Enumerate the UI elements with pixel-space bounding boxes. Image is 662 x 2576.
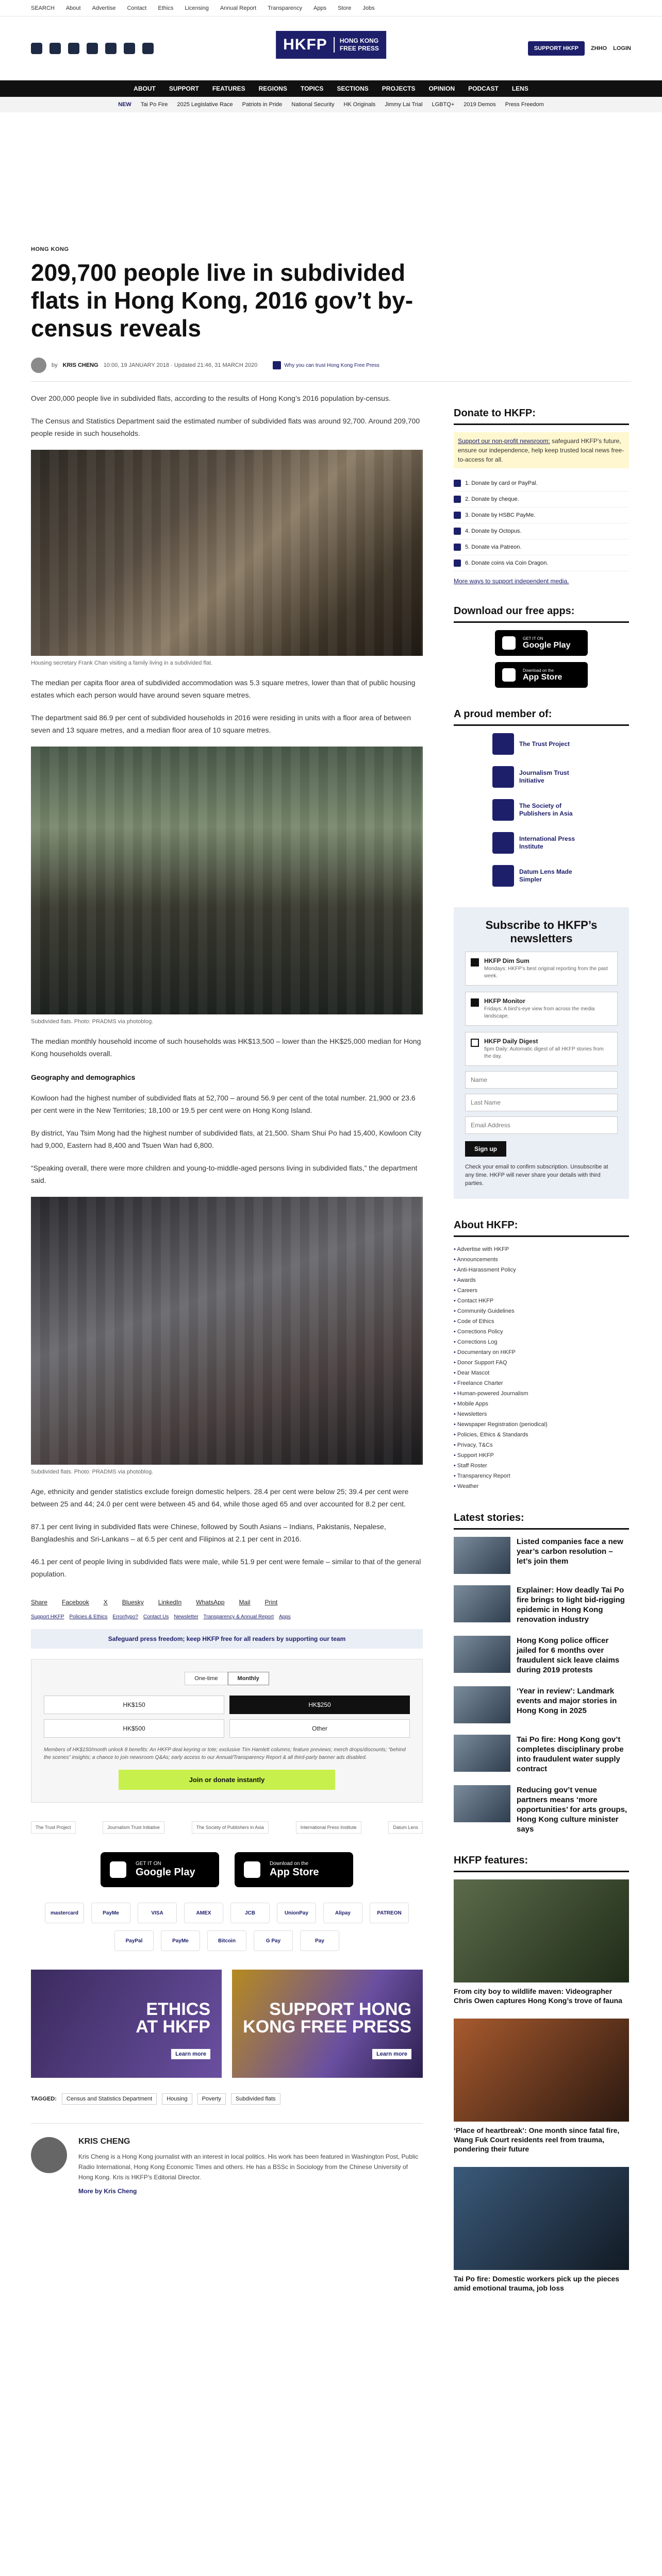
- about-link[interactable]: • Careers: [454, 1285, 629, 1296]
- about-link[interactable]: • Freelance Charter: [454, 1378, 629, 1388]
- x-icon[interactable]: [49, 43, 61, 54]
- article-photo[interactable]: [31, 450, 423, 656]
- checkbox-checked[interactable]: [471, 958, 479, 967]
- feature-item[interactable]: [454, 2167, 629, 2293]
- article-footer-links: [31, 1614, 423, 1620]
- paypal-icon: PayPal: [114, 1930, 154, 1951]
- google-play-icon: [502, 636, 516, 650]
- donate-intro-link[interactable]: Support our non-profit newsroom:: [458, 437, 550, 445]
- logo-line-2: FREE PRESS: [339, 45, 379, 52]
- feature-thumbnail: [454, 1879, 629, 1982]
- google-pay-icon: G Pay: [254, 1930, 293, 1951]
- amount-option[interactable]: HK$150: [44, 1696, 224, 1714]
- member-logo[interactable]: [492, 766, 590, 788]
- story-item[interactable]: [454, 1686, 629, 1723]
- article-tags: [31, 2093, 423, 2105]
- trending-item[interactable]: Jimmy Lai Trial: [385, 101, 423, 108]
- tag-link[interactable]: Census and Statistics Department: [62, 2093, 157, 2105]
- donate-option[interactable]: [454, 492, 629, 507]
- google-play-badge[interactable]: [101, 1852, 219, 1887]
- newsletter-option[interactable]: [465, 952, 618, 986]
- footer-link[interactable]: Support HKFP: [31, 1614, 64, 1620]
- about-link[interactable]: • Mobile Apps: [454, 1399, 629, 1409]
- threads-icon[interactable]: [87, 43, 98, 54]
- tag-link[interactable]: Subdivided flats: [231, 2093, 280, 2105]
- trending-item[interactable]: LGBTQ+: [432, 101, 455, 108]
- apple-icon: [244, 1861, 260, 1878]
- payme-icon: PayMe: [161, 1930, 200, 1951]
- utility-jobs-link[interactable]: Jobs: [362, 5, 375, 11]
- story-headline: Listed companies face a new year’s carbon resolution – let’s join them: [517, 1537, 623, 1566]
- site-header: [0, 16, 662, 80]
- article-header: [0, 112, 662, 382]
- paragraph: The Census and Statistics Department said the estimated number of subdivided flats was around 92,700. Around 209,700 people reside in such households.: [31, 417, 420, 437]
- amex-icon: AMEX: [184, 1903, 223, 1923]
- utility-licensing-link[interactable]: Licensing: [185, 5, 209, 11]
- support-hkfp-button[interactable]: SUPPORT HKFP: [528, 41, 585, 56]
- support-banner-ad[interactable]: [232, 1970, 423, 2078]
- photo-caption: Subdivided flats. Photo: PRADMS via photoblog.: [31, 1469, 154, 1475]
- share-whatsapp[interactable]: WhatsApp: [196, 1599, 225, 1606]
- story-thumbnail: [454, 1636, 510, 1673]
- nav-podcast[interactable]: PODCAST: [468, 85, 499, 92]
- article-category[interactable]: HONG KONG: [31, 246, 69, 252]
- share-facebook[interactable]: Facebook: [62, 1599, 89, 1606]
- share-mail[interactable]: Mail: [239, 1599, 251, 1606]
- utility-bar: [0, 0, 662, 16]
- about-link[interactable]: • Policies, Ethics & Standards: [454, 1430, 629, 1440]
- story-thumbnail: [454, 1585, 510, 1622]
- about-link[interactable]: • Corrections Log: [454, 1337, 629, 1347]
- story-thumbnail: [454, 1686, 510, 1723]
- octopus-icon: [454, 528, 461, 535]
- trending-item[interactable]: 2025 Legislative Race: [177, 101, 233, 108]
- donate-options: [454, 476, 629, 571]
- nav-regions[interactable]: REGIONS: [258, 85, 287, 92]
- app-store-badges: [31, 1852, 423, 1887]
- bluesky-icon[interactable]: [142, 43, 154, 54]
- share-links: [31, 1599, 423, 1606]
- about-link[interactable]: • Dear Mascot: [454, 1368, 629, 1378]
- footer-link[interactable]: Newsletter: [174, 1614, 198, 1620]
- nav-topics[interactable]: TOPICS: [300, 85, 324, 92]
- apps-section: [454, 605, 629, 688]
- by-label: by: [52, 362, 58, 368]
- logo-line-1: HONG KONG: [339, 37, 379, 44]
- last-name-input[interactable]: [465, 1094, 618, 1111]
- about-link[interactable]: • Anti-Harassment Policy: [454, 1265, 629, 1275]
- about-link[interactable]: • Announcements: [454, 1255, 629, 1265]
- donate-intro-text: safeguard HKFP’s future, ensure our independence, help keep trusted local news free-to-access for all.: [458, 437, 624, 463]
- payme-icon: [454, 512, 461, 519]
- utility-about-link[interactable]: About: [65, 5, 81, 11]
- member-name: Journalism Trust Initiative: [519, 769, 569, 784]
- sidebar-heading: Download our free apps:: [454, 605, 629, 623]
- alipay-icon: Alipay: [323, 1903, 362, 1923]
- newsletter-heading: Subscribe to HKFP’s newsletters: [485, 919, 598, 945]
- more-ways-link[interactable]: More ways to support independent media.: [454, 578, 569, 585]
- main-nav: [0, 80, 662, 97]
- newsletter-desc: Mondays: HKFP’s best original reporting from the past week.: [484, 966, 608, 979]
- trending-item[interactable]: Press Freedom: [505, 101, 544, 108]
- jcb-icon: JCB: [230, 1903, 270, 1923]
- figure: [31, 450, 423, 666]
- first-name-input[interactable]: [465, 1071, 618, 1089]
- trust-link[interactable]: [273, 361, 379, 369]
- paragraph: By district, Yau Tsim Mong had the highest number of subdivided flats, at 21,500. Sham Shui Po had 15,400, Kowloon City had 9,000, Eastern had 8,400 and Tsuen Wan had 6,800.: [31, 1129, 422, 1149]
- article-dates: 10:00, 19 JANUARY 2018 · Updated 21:46, 31 MARCH 2020: [103, 362, 258, 368]
- paragraph: 46.1 per cent of people living in subdivided flats were male, while 51.9 per cent were female – similar to that of the general population.: [31, 1557, 421, 1578]
- logo-subtext: [334, 37, 379, 53]
- author-bio: [31, 2123, 423, 2195]
- donate-section: [454, 408, 629, 585]
- story-thumbnail: [454, 1537, 510, 1574]
- card-icon: [454, 480, 461, 487]
- member-logo[interactable]: [492, 865, 590, 887]
- about-section: [454, 1219, 629, 1492]
- story-headline: Hong Kong police officer jailed for 6 months over fraudulent sick leave claims during 2019 protests: [517, 1636, 620, 1674]
- article-photo[interactable]: [31, 1197, 423, 1465]
- donate-benefits-note: Members of HK$150/month unlock 8 benefits: An HKFP deal keyring or tote; exclusive Tim Hamlett columns; feature previews; merch drops/discounts; “behind the scenes” insights; a chance to join newsroom Q&As; early access to our Annual/Transparency Report & all third-party banner ads disabled.: [44, 1747, 406, 1760]
- trust-icon: [273, 361, 281, 369]
- story-headline: Tai Po fire: Hong Kong gov’t completes disciplinary probe into fraudulent water supply contract: [517, 1735, 624, 1773]
- banner-cta: Learn more: [372, 2049, 411, 2059]
- membership-logos: [31, 1821, 423, 1834]
- one-time-option[interactable]: One-time: [185, 1672, 227, 1685]
- trust-project-logo[interactable]: The Trust Project: [31, 1821, 76, 1834]
- paragraph: Over 200,000 people live in subdivided flats, according to the results of Hong Kong’s 2016 population by-census.: [31, 394, 391, 402]
- linkedin-icon[interactable]: [124, 43, 135, 54]
- amount-options: [44, 1696, 410, 1738]
- about-link[interactable]: • Advertise with HKFP: [454, 1244, 629, 1255]
- banner-cta: Learn more: [171, 2049, 210, 2059]
- member-section: [454, 708, 629, 887]
- about-links: [454, 1244, 629, 1492]
- about-link[interactable]: • Transparency Report: [454, 1471, 629, 1481]
- story-item[interactable]: [454, 1585, 629, 1624]
- author-avatar[interactable]: [31, 2137, 67, 2173]
- figure: [31, 747, 423, 1025]
- feature-headline: From city boy to wildlife maven: Videographer Chris Owen captures Hong Kong’s trove of fauna: [454, 1987, 622, 2005]
- badge-small-text: Download on the: [270, 1861, 309, 1867]
- about-link[interactable]: • Donor Support FAQ: [454, 1358, 629, 1368]
- newsletter-option[interactable]: [465, 992, 618, 1026]
- trending-item[interactable]: HK Originals: [343, 101, 376, 108]
- about-link[interactable]: • Newspaper Registration (periodical): [454, 1419, 629, 1430]
- author-bio-text: [78, 2137, 423, 2195]
- share-print[interactable]: Print: [264, 1599, 278, 1606]
- nav-projects[interactable]: PROJECTS: [382, 85, 416, 92]
- logo-text: HKFP: [283, 36, 327, 53]
- utility-links: [31, 5, 631, 11]
- donate-option-label: 3. Donate by HSBC PayMe.: [465, 512, 536, 518]
- article-title: 209,700 people live in subdivided flats in Hong Kong, 2016 gov’t by-census reveals: [31, 259, 413, 342]
- donate-option-label: 6. Donate coins via Coin Dragon.: [465, 560, 549, 566]
- byline: [31, 358, 631, 373]
- datum-lens-logo[interactable]: Datum Lens: [388, 1821, 423, 1834]
- trending-bar: [0, 97, 662, 112]
- apple-icon: [502, 668, 516, 682]
- trending-item[interactable]: 2019 Demos: [464, 101, 496, 108]
- about-link[interactable]: • Contact HKFP: [454, 1296, 629, 1306]
- newsletter-desc: 5pm Daily: Automatic digest of all HKFP stories from the day.: [484, 1046, 604, 1059]
- photo-caption: Subdivided flats. Photo: PRADMS via photoblog.: [31, 1019, 154, 1025]
- apple-pay-icon: Pay: [300, 1930, 339, 1951]
- utility-contact-link[interactable]: Contact: [127, 5, 147, 11]
- utility-search-link[interactable]: SEARCH: [31, 5, 55, 11]
- story-thumbnail: [454, 1785, 510, 1822]
- newsletter-name: HKFP Monitor: [484, 997, 525, 1005]
- utility-advertise-link[interactable]: Advertise: [92, 5, 116, 11]
- ethics-banner[interactable]: [31, 1970, 222, 2078]
- about-link[interactable]: • Staff Roster: [454, 1461, 629, 1471]
- feature-item[interactable]: [454, 2019, 629, 2154]
- utility-transparency-link[interactable]: Transparency: [268, 5, 302, 11]
- about-link[interactable]: • Community Guidelines: [454, 1306, 629, 1316]
- amount-option[interactable]: HK$500: [44, 1719, 224, 1738]
- photo-caption: Housing secretary Frank Chan visiting a family living in a subdivided flat.: [31, 660, 213, 666]
- checkbox-unchecked[interactable]: [471, 1039, 479, 1047]
- datum-lens-icon: [492, 865, 514, 887]
- badge-small-text: GET IT ON: [136, 1861, 161, 1867]
- share-linkedin[interactable]: LinkedIn: [158, 1599, 182, 1606]
- author-description: Kris Cheng is a Hong Kong journalist with an interest in local politics. His work has been featured in Washington Post, Public Radio International, Hong Kong Economic Times and others. He has a BSSc in Sociology from the Chinese University of Hong Kong. Kris is HKFP’s Editorial Director.: [78, 2153, 419, 2181]
- feature-thumbnail: [454, 2019, 629, 2122]
- sidebar: [454, 382, 629, 2313]
- visa-icon: VISA: [138, 1903, 177, 1923]
- nav-opinion[interactable]: OPINION: [428, 85, 455, 92]
- monthly-option[interactable]: Monthly: [228, 1672, 269, 1685]
- email-input[interactable]: [465, 1116, 618, 1134]
- member-logo[interactable]: [492, 799, 590, 821]
- donate-option[interactable]: [454, 507, 629, 523]
- member-name: Datum Lens Made Simpler: [519, 868, 572, 883]
- trending-item[interactable]: Patriots in Pride: [242, 101, 283, 108]
- amount-option-selected[interactable]: HK$250: [229, 1696, 410, 1714]
- donate-option[interactable]: [454, 555, 629, 571]
- about-link[interactable]: • Human-powered Journalism: [454, 1388, 629, 1399]
- nav-support[interactable]: SUPPORT: [169, 85, 199, 92]
- donate-option[interactable]: [454, 539, 629, 555]
- jti-icon: [492, 766, 514, 788]
- about-link[interactable]: • Code of Ethics: [454, 1316, 629, 1327]
- patreon-icon: PATREON: [370, 1903, 409, 1923]
- member-name: The Society of Publishers in Asia: [519, 802, 573, 817]
- share-label: Share: [31, 1599, 48, 1606]
- sidebar-heading: About HKFP:: [454, 1219, 629, 1237]
- member-logos: [454, 733, 629, 887]
- about-link[interactable]: • Support HKFP: [454, 1450, 629, 1461]
- badge-big-text: App Store: [270, 1867, 319, 1878]
- trust-link-label: Why you can trust Hong Kong Free Press: [284, 362, 379, 368]
- footer-link[interactable]: Policies & Ethics: [69, 1614, 108, 1620]
- utility-store-link[interactable]: Store: [338, 5, 352, 11]
- sopa-logo[interactable]: The Society of Publishers in Asia: [192, 1821, 269, 1834]
- nav-about[interactable]: ABOUT: [134, 85, 156, 92]
- chinese-site-link[interactable]: ZHHO: [590, 45, 607, 52]
- author-name[interactable]: KRIS CHENG: [78, 2137, 130, 2146]
- mastercard-icon: mastercard: [45, 1903, 84, 1923]
- feature-headline: ‘Place of heartbreak’: One month since fatal fire, Wang Fuk Court residents reel from trauma, pondering their future: [454, 2126, 620, 2153]
- new-label: NEW: [118, 101, 131, 108]
- paragraph: The department said 86.9 per cent of subdivided households in 2016 were residing in units with a floor area of between seven and 13 square metres, and a median floor area of 10 square metres.: [31, 714, 411, 734]
- story-item[interactable]: [454, 1785, 629, 1834]
- figure: [31, 1197, 423, 1475]
- signup-button[interactable]: Sign up: [465, 1141, 506, 1157]
- nav-lens[interactable]: LENS: [511, 85, 528, 92]
- banner-title: ETHICS AT HKFP: [136, 1999, 210, 2037]
- patreon-icon: [454, 544, 461, 551]
- sidebar-app-badges: [454, 630, 629, 688]
- latest-stories: [454, 1512, 629, 1834]
- story-thumbnail: [454, 1735, 510, 1772]
- author-avatar: [31, 358, 46, 373]
- story-item[interactable]: [454, 1636, 629, 1675]
- payment-methods: [31, 1903, 423, 1951]
- amount-option-other[interactable]: Other: [229, 1719, 410, 1738]
- badge-small-text: GET IT ON: [523, 636, 543, 641]
- payme-icon: PayMe: [91, 1903, 130, 1923]
- paragraph: The median per capita floor area of subdivided accommodation was 5.3 square metres, lower than that of public housing estates which each person would have around seven square metres.: [31, 679, 416, 699]
- sidebar-heading: Latest stories:: [454, 1512, 629, 1530]
- story-headline: Reducing gov’t venue partners means ‘more opportunities’ for arts groups, Hong Kong culture minister says: [517, 1786, 627, 1834]
- ipi-icon: [492, 832, 514, 854]
- feature-headline: Tai Po fire: Domestic workers pick up the pieces amid emotional trauma, job loss: [454, 2275, 620, 2292]
- newsletter-desc: Fridays: A bird’s-eye view from across the media landscape.: [484, 1006, 595, 1019]
- coin-icon: [454, 560, 461, 567]
- bitcoin-icon: Bitcoin: [207, 1930, 246, 1951]
- story-item[interactable]: [454, 1537, 629, 1574]
- footer-link[interactable]: Apps: [278, 1614, 291, 1620]
- author-link[interactable]: KRIS CHENG: [62, 362, 98, 368]
- paragraph: 87.1 per cent living in subdivided flats were Chinese, followed by South Asians – Indians, Pakistanis, Nepalese, Bangladeshis and Sri-Lankans – at 6.5 per cent and Filipinos at 2.1 per cent in 2016.: [31, 1522, 386, 1543]
- facebook-icon[interactable]: [31, 43, 42, 54]
- feature-thumbnail: [454, 2167, 629, 2270]
- trust-project-icon: [492, 733, 514, 755]
- badge-big-text: App Store: [523, 672, 562, 682]
- share-x[interactable]: X: [103, 1599, 108, 1606]
- about-link[interactable]: • Awards: [454, 1275, 629, 1285]
- donate-option-label: 5. Donate via Patreon.: [465, 544, 522, 550]
- nav-sections[interactable]: SECTIONS: [337, 85, 369, 92]
- footer-link[interactable]: Transparency & Annual Report: [203, 1614, 274, 1620]
- google-play-badge[interactable]: [495, 630, 588, 656]
- sopa-icon: [492, 799, 514, 821]
- cheque-icon: [454, 496, 461, 503]
- feature-item[interactable]: [454, 1879, 629, 2005]
- promo-banners: [31, 1970, 423, 2078]
- trending-item[interactable]: National Security: [291, 101, 335, 108]
- join-donate-button[interactable]: Join or donate instantly: [119, 1770, 335, 1790]
- footer-link[interactable]: Error/typo?: [112, 1614, 138, 1620]
- badge-big-text: Google Play: [523, 640, 571, 650]
- donate-intro: [454, 432, 629, 468]
- section-heading: Geography and demographics: [31, 1073, 136, 1081]
- newsletter-fineprint: Check your email to confirm subscription. Unsubscribe at any time. HKFP will never share your details with third parties.: [465, 1164, 608, 1187]
- story-headline: Explainer: How deadly Tai Po fire brings to light bid-rigging epidemic in Hong Kong renovation industry: [517, 1586, 625, 1624]
- tag-link[interactable]: Poverty: [197, 2093, 226, 2105]
- story-headline: ‘Year in review’: Landmark events and major stories in Hong Kong in 2025: [517, 1687, 617, 1715]
- header-actions: [528, 41, 631, 56]
- site-logo[interactable]: [276, 31, 386, 59]
- trending-item[interactable]: Tai Po Fire: [140, 101, 168, 108]
- banner-title: SUPPORT HONG KONG FREE PRESS: [243, 1999, 411, 2037]
- donate-option[interactable]: [454, 523, 629, 539]
- tags-label: TAGGED:: [31, 2096, 57, 2102]
- utility-annual-report-link[interactable]: Annual Report: [220, 5, 257, 11]
- donate-option-label: 4. Donate by Octopus.: [465, 528, 522, 534]
- about-link[interactable]: • Corrections Policy: [454, 1327, 629, 1337]
- app-store-badge[interactable]: [495, 662, 588, 688]
- newsletter-name: HKFP Dim Sum: [484, 957, 529, 964]
- google-play-icon: [110, 1861, 126, 1878]
- article-photo[interactable]: [31, 747, 423, 1014]
- jti-logo[interactable]: Journalism Trust Initiative: [103, 1821, 164, 1834]
- frequency-toggle: [44, 1672, 410, 1685]
- nav-features[interactable]: FEATURES: [212, 85, 245, 92]
- member-logo[interactable]: [492, 832, 590, 854]
- sidebar-heading: HKFP features:: [454, 1855, 629, 1872]
- donate-widget: [31, 1659, 423, 1803]
- newsletter-option[interactable]: [465, 1032, 618, 1066]
- paragraph: “Speaking overall, there were more children and young-to-middle-aged persons living in subdivided flats,” the department said.: [31, 1164, 418, 1184]
- badge-small-text: Download on the: [523, 668, 554, 673]
- donate-option-label: 2. Donate by cheque.: [465, 496, 519, 502]
- article-body: [31, 382, 423, 2313]
- sidebar-heading: Donate to HKFP:: [454, 408, 629, 425]
- about-link[interactable]: • Privacy, T&Cs: [454, 1440, 629, 1450]
- about-link[interactable]: • Weather: [454, 1481, 629, 1492]
- content-area: [0, 382, 662, 2313]
- donate-option-label: 1. Donate by card or PayPal.: [465, 480, 538, 486]
- donate-option[interactable]: [454, 476, 629, 492]
- sidebar-heading: A proud member of:: [454, 708, 629, 726]
- paragraph: The median monthly household income of such households was HK$13,500 – lower than the HK$25,000 median for Hong Kong households overall.: [31, 1037, 421, 1058]
- footer-link[interactable]: Contact Us: [143, 1614, 169, 1620]
- member-name: International Press Institute: [519, 835, 575, 850]
- login-link[interactable]: LOGIN: [613, 45, 631, 52]
- checkbox-checked[interactable]: [471, 998, 479, 1007]
- tag-link[interactable]: Housing: [162, 2093, 192, 2105]
- paragraph: Kowloon had the highest number of subdivided flats at 52,700 – around 56.9 per cent of the total number. 21,900 or 23.6 per cent were in the New Territories; 18,100 or 19.5 per cent were on Hong Kong Island.: [31, 1094, 416, 1114]
- utility-ethics-link[interactable]: Ethics: [158, 5, 174, 11]
- newsletter-signup: [454, 907, 629, 1199]
- app-store-badge[interactable]: [235, 1852, 353, 1887]
- newsletter-name: HKFP Daily Digest: [484, 1038, 538, 1045]
- support-banner[interactable]: Safeguard press freedom; keep HKFP free for all readers by supporting our team: [31, 1629, 423, 1649]
- badge-big-text: Google Play: [136, 1867, 195, 1878]
- hkfp-features: [454, 1855, 629, 2293]
- utility-apps-link[interactable]: Apps: [313, 5, 327, 11]
- more-by-author-link[interactable]: More by Kris Cheng: [78, 2188, 137, 2195]
- ipi-logo[interactable]: International Press Institute: [296, 1821, 361, 1834]
- member-name: The Trust Project: [519, 740, 570, 748]
- share-bluesky[interactable]: Bluesky: [122, 1599, 144, 1606]
- member-logo[interactable]: [492, 733, 590, 755]
- instagram-icon[interactable]: [68, 43, 79, 54]
- unionpay-icon: UnionPay: [277, 1903, 316, 1923]
- youtube-icon[interactable]: [105, 43, 117, 54]
- about-link[interactable]: • Newsletters: [454, 1409, 629, 1419]
- about-link[interactable]: • Documentary on HKFP: [454, 1347, 629, 1358]
- story-item[interactable]: [454, 1735, 629, 1774]
- paragraph: Age, ethnicity and gender statistics exclude foreign domestic helpers. 28.4 per cent were below 25; 39.4 per cent were between 25 and 44; 24.0 per cent were between 45 and 64, while those aged 65 and over accounted for 8.2 per cent.: [31, 1487, 409, 1508]
